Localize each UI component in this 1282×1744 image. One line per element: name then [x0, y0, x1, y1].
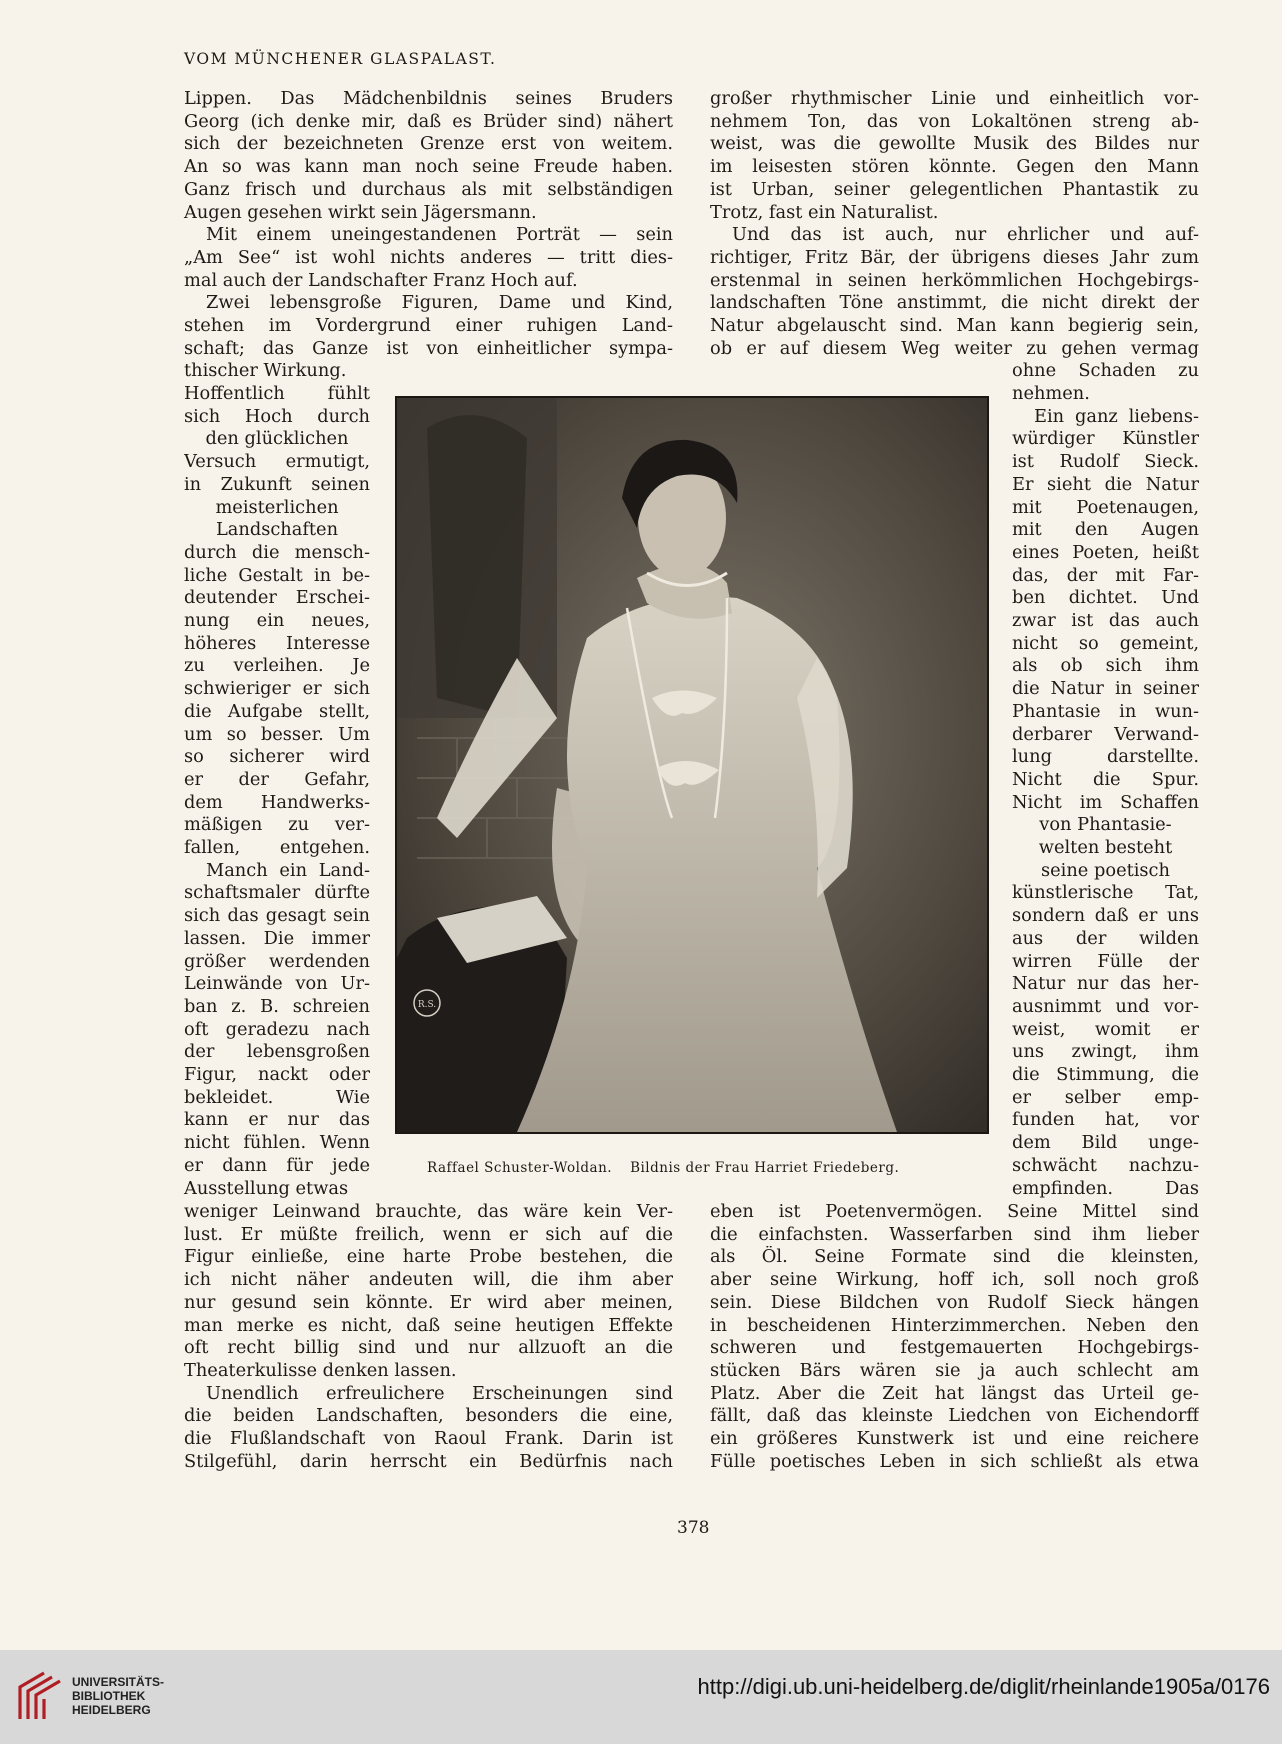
text-line: richtiger, Fritz Bär, der übrigens dieses Jahr zum [710, 246, 1199, 268]
page-number: 378 [677, 1518, 710, 1538]
running-head: VOM MÜNCHENER GLASPALAST. [184, 50, 497, 68]
text-line: lassen. Die immer [184, 927, 370, 949]
text-line: stücken Bärs wären sie ja auch schlecht am [710, 1359, 1199, 1381]
text-line: oft recht billig sind und nur allzuoft an die [184, 1337, 673, 1359]
text-line: Zwei lebensgroße Figuren, Dame und Kind, [206, 292, 673, 314]
text-line: Stilgefühl, darin herrscht ein Bedürfnis nach [184, 1450, 673, 1472]
text-line: nicht so gemeint, [1012, 632, 1199, 654]
text-line: Mit einem uneingestandenen Porträt — sein [206, 224, 673, 246]
text-line: ohne Schaden zu [1012, 360, 1199, 382]
text-line: man merke es nicht, daß seine heutigen Effekte [184, 1314, 673, 1336]
text-line: die einfachsten. Wasserfarben sind ihm lieber [710, 1223, 1199, 1245]
text-line: derbarer Verwand- [1012, 723, 1199, 745]
text-line: schwieriger er sich [184, 678, 370, 700]
text-line: Unendlich erfreulichere Erscheinungen sind [206, 1382, 673, 1404]
text-line: in bescheidenen Hinterzimmerchen. Neben den [710, 1314, 1199, 1336]
text-line: ob er auf diesem Weg weiter zu gehen vermag [710, 337, 1199, 359]
text-line: bekleidet. Wie [184, 1086, 370, 1108]
text-line: thischer Wirkung. [184, 360, 347, 382]
text-line: großer rhythmischer Linie und einheitlich vor- [710, 88, 1199, 109]
text-line: im leisesten stören könnte. Gegen den Mann [710, 156, 1199, 178]
text-line: Manch ein Land- [206, 859, 370, 881]
text-line: nur gesund sein könnte. Er wird aber meinen, [184, 1291, 673, 1313]
text-line: Figur, nackt oder [184, 1064, 370, 1085]
text-line: eben ist Poetenvermögen. Seine Mittel sind [710, 1201, 1199, 1222]
text-line: ausnimmt und vor- [1012, 995, 1199, 1017]
text-line: mal auch der Landschafter Franz Hoch auf. [184, 269, 578, 291]
text-line: die beiden Landschaften, besonders die eine, [184, 1405, 673, 1427]
text-line: An so was kann man noch seine Freude haben. [184, 156, 673, 178]
text-line: seine poetisch [1041, 859, 1170, 881]
text-line: Natur nur das her- [1012, 973, 1199, 995]
text-line: erstenmal in seinen herkömmlichen Hochgebirgs- [710, 269, 1199, 291]
text-line: er dann für jede [184, 1154, 370, 1176]
library-name-line: HEIDELBERG [72, 1703, 151, 1717]
text-line: schaft; das Ganze ist von einheitlicher sympa- [184, 337, 673, 359]
text-line: Er sieht die Natur [1012, 473, 1199, 495]
text-line: fallen, entgehen. [184, 837, 370, 858]
figure-caption [427, 1160, 899, 1176]
text-line: sich der bezeichneten Grenze erst von weitem. [184, 133, 673, 155]
text-line: sein. Diese Bildchen von Rudolf Sieck hängen [710, 1291, 1199, 1313]
text-line: die Flußlandschaft von Raoul Frank. Darin ist [184, 1428, 673, 1449]
text-line: Leinwände von Ur- [184, 973, 370, 995]
library-name-line: UNIVERSITÄTS- [72, 1675, 165, 1689]
text-line: „Am See“ ist wohl nichts anderes — tritt dies- [184, 246, 673, 268]
text-line: zu verleihen. Je [184, 655, 370, 677]
text-line: Und das ist auch, nur ehrlicher und auf- [732, 224, 1199, 246]
text-line: weniger Leinwand brauchte, das wäre kein Ver- [184, 1201, 673, 1222]
text-line: Platz. Aber die Zeit hat längst das Urteil ge- [710, 1382, 1199, 1404]
text-line: liche Gestalt in be- [184, 564, 370, 586]
text-line: der lebensgroßen [184, 1041, 370, 1063]
text-line: durch die mensch- [184, 541, 370, 563]
text-line: in Zukunft seinen [184, 473, 370, 495]
text-line: Augen gesehen wirkt sein Jägersmann. [184, 201, 537, 223]
library-footer [0, 1650, 1282, 1744]
text-line: funden hat, vor [1012, 1109, 1199, 1131]
text-line: nicht fühlen. Wenn [184, 1132, 370, 1154]
text-line: deutender Erschei- [184, 587, 370, 609]
text-line: lung darstellte. [1012, 746, 1199, 768]
text-line: größer werdenden [184, 950, 370, 972]
text-line: Theaterkulisse denken lassen. [184, 1359, 457, 1381]
text-line: Hoffentlich fühlt [184, 383, 370, 404]
text-line: als Öl. Seine Formate sind die kleinsten, [710, 1246, 1199, 1268]
text-line: das, der mit Far- [1012, 564, 1199, 586]
text-line: empfinden. Das [1012, 1177, 1199, 1199]
portrait-painting-icon [397, 398, 987, 1132]
portrait-figure [395, 396, 989, 1134]
text-line: landschaften Töne anstimmt, die nicht direkt der [710, 292, 1199, 314]
text-line: Georg (ich denke mir, daß es Brüder sind) nähert [184, 110, 673, 132]
text-line: weist, was die gewollte Musik des Bildes nur [710, 133, 1199, 155]
text-line: höheres Interesse [184, 632, 370, 654]
text-line: nung ein neues, [184, 610, 370, 631]
text-line: er selber emp- [1012, 1086, 1199, 1108]
text-line: weist, womit er [1012, 1018, 1199, 1040]
text-line: schaftsmaler dürfte [184, 882, 370, 904]
text-line: ist Urban, seiner gelegentlichen Phantastik zu [710, 178, 1199, 200]
text-line: Landschaften [215, 519, 339, 541]
text-line: welten besteht [1038, 837, 1173, 858]
text-line: er der Gefahr, [184, 768, 370, 790]
text-line: die Aufgabe stellt, [184, 700, 370, 722]
text-line: Ganz frisch und durchaus als mit selbständigen [184, 178, 673, 200]
text-line: wirren Fülle der [1012, 950, 1199, 972]
text-line: dem Handwerks- [184, 791, 370, 813]
text-line: Nicht im Schaffen [1012, 791, 1199, 813]
text-line: den glücklichen [205, 428, 349, 450]
caption-title: Bildnis der Frau Harriet Friedeberg. [630, 1160, 900, 1176]
text-line: ein größeres Kunstwerk ist und eine reichere [710, 1428, 1199, 1449]
text-line: würdiger Künstler [1012, 428, 1199, 450]
text-line: Phantasie in wun- [1012, 700, 1199, 722]
text-line: Fülle poetisches Leben in sich schließt als etwa [710, 1450, 1199, 1472]
text-line: Lippen. Das Mädchenbildnis seines Bruders [184, 88, 673, 109]
text-line: Trotz, fast ein Naturalist. [710, 201, 939, 223]
library-name [72, 1675, 164, 1717]
text-line: sich das gesagt sein [184, 905, 370, 927]
text-line: zwar ist das auch [1012, 610, 1199, 631]
caption-artist: Raffael Schuster-Woldan. [427, 1160, 613, 1176]
text-line: aber seine Wirkung, hoff ich, soll noch groß [710, 1269, 1199, 1291]
text-line: uns zwingt, ihm [1012, 1041, 1199, 1063]
painting-monogram: R.S. [417, 1000, 437, 1010]
text-line: Figur einließe, eine harte Probe bestehen, die [184, 1246, 673, 1268]
text-line: Nicht die Spur. [1012, 768, 1199, 790]
text-line: ich nicht näher andeuten will, die ihm aber [184, 1269, 673, 1291]
text-line: künstlerische Tat, [1012, 882, 1199, 904]
text-line: mäßigen zu ver- [184, 814, 370, 836]
text-line: meisterlichen [215, 496, 339, 518]
text-line: ben dichtet. Und [1012, 587, 1199, 609]
text-line: von Phantasie- [1039, 814, 1172, 836]
text-line: Natur abgelauscht sind. Man kann begierig sein, [710, 315, 1199, 336]
text-line: so sicherer wird [184, 746, 370, 768]
text-line: Versuch ermutigt, [184, 451, 370, 473]
university-library-logo-icon[interactable] [14, 1669, 64, 1727]
text-line: nehmen. [1012, 383, 1090, 404]
library-name-line: BIBLIOTHEK [72, 1689, 146, 1703]
text-line: sondern daß er uns [1012, 905, 1199, 927]
text-line: dem Bild unge- [1012, 1132, 1199, 1154]
text-line: die Stimmung, die [1012, 1064, 1199, 1085]
text-line: mit Poetenaugen, [1012, 496, 1199, 518]
text-line: als ob sich ihm [1012, 655, 1199, 677]
text-line: schweren und festgemauerten Hochgebirgs- [710, 1337, 1199, 1359]
text-line: ist Rudolf Sieck. [1012, 451, 1199, 473]
text-line: lust. Er müßte freilich, wenn er sich auf die [184, 1223, 673, 1245]
text-line: fällt, daß das kleinste Liedchen von Eichendorff [710, 1405, 1199, 1427]
text-line: ban z. B. schreien [184, 995, 370, 1017]
text-line: kann er nur das [184, 1109, 370, 1131]
text-line: sich Hoch durch [184, 405, 370, 427]
text-line: aus der wilden [1012, 927, 1199, 949]
text-line: mit den Augen [1012, 519, 1199, 541]
text-line: nehmem Ton, das von Lokaltönen streng ab- [710, 110, 1199, 132]
text-line: stehen im Vordergrund einer ruhigen Land- [184, 315, 673, 336]
text-line: schwächt nachzu- [1012, 1154, 1199, 1176]
text-line: um so besser. Um [184, 723, 370, 745]
source-url[interactable]: http://digi.ub.uni-heidelberg.de/diglit/rheinlande1905a/0176 [697, 1674, 1270, 1699]
text-line: oft geradezu nach [184, 1018, 370, 1040]
text-line: die Natur in seiner [1012, 678, 1199, 700]
text-line: Ein ganz liebens- [1034, 405, 1199, 427]
text-line: eines Poeten, heißt [1012, 541, 1199, 563]
text-line: Ausstellung etwas [184, 1177, 349, 1199]
